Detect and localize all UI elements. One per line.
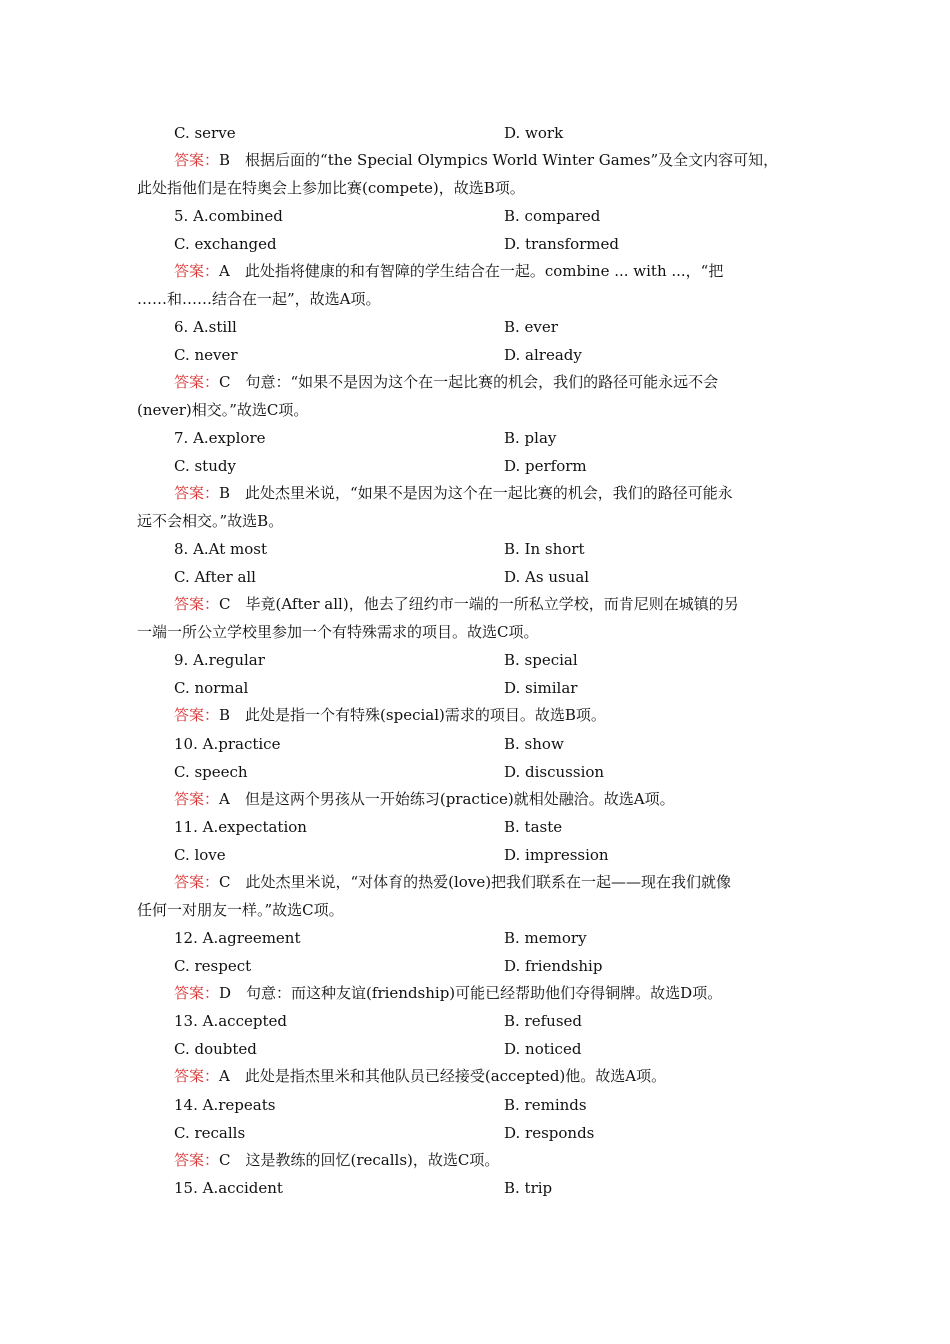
answer-label: 答案： bbox=[174, 1067, 220, 1085]
q8-option-b: B. In short bbox=[504, 540, 585, 558]
answer-label: 答案： bbox=[174, 262, 220, 280]
q7-option-b: B. play bbox=[504, 429, 557, 447]
q6-option-a: 6. A.still bbox=[174, 318, 237, 336]
q9-option-a: 9. A.regular bbox=[174, 651, 265, 669]
q5-option-a: 5. A.combined bbox=[174, 207, 283, 225]
q9-option-b: B. special bbox=[504, 651, 578, 669]
q6-option-d: D. already bbox=[504, 346, 582, 364]
q6-answer bbox=[174, 372, 718, 392]
q4-answer bbox=[174, 150, 778, 170]
q8-option-d: D. As usual bbox=[504, 568, 590, 586]
q5-answer bbox=[174, 261, 723, 281]
q9-answer bbox=[174, 705, 606, 725]
q5-option-d: D. transformed bbox=[504, 235, 619, 253]
q14-answer-text: C 这是教练的回忆(recalls)，故选C项。 bbox=[219, 1151, 500, 1169]
q13-option-c: C. doubted bbox=[174, 1040, 257, 1058]
q10-option-a: 10. A.practice bbox=[174, 735, 281, 753]
q13-option-d: D. noticed bbox=[504, 1040, 582, 1058]
q10-answer-text: A 但是这两个男孩从一开始练习(practice)就相处融洽。故选A项。 bbox=[219, 790, 675, 808]
answer-label: 答案： bbox=[174, 706, 220, 724]
answer-label: 答案： bbox=[174, 873, 220, 891]
q11-answer-text: C 此处杰里米说，“对体育的热爱(love)把我们联系在一起——现在我们就像 bbox=[219, 873, 732, 891]
q5-option-b: B. compared bbox=[504, 207, 601, 225]
q5-answer-continued: ……和……结合在一起”，故选A项。 bbox=[137, 290, 381, 308]
q4-option-d: D. work bbox=[504, 124, 564, 142]
q5-option-c: C. exchanged bbox=[174, 235, 277, 253]
answer-label: 答案： bbox=[174, 984, 220, 1002]
q12-option-d: D. friendship bbox=[504, 957, 603, 975]
q11-option-c: C. love bbox=[174, 846, 226, 864]
q14-option-c: C. recalls bbox=[174, 1124, 246, 1142]
answer-label: 答案： bbox=[174, 373, 220, 391]
q10-option-d: D. discussion bbox=[504, 763, 605, 781]
q8-answer bbox=[174, 594, 739, 614]
q9-option-d: D. similar bbox=[504, 679, 578, 697]
answer-label: 答案： bbox=[174, 151, 220, 169]
answer-label: 答案： bbox=[174, 595, 220, 613]
answer-label: 答案： bbox=[174, 1151, 220, 1169]
q12-option-a: 12. A.agreement bbox=[174, 929, 301, 947]
q6-answer-continued: (never)相交。”故选C项。 bbox=[137, 401, 309, 419]
q13-answer-text: A 此处是指杰里米和其他队员已经接受(accepted)他。故选A项。 bbox=[219, 1067, 667, 1085]
q7-option-a: 7. A.explore bbox=[174, 429, 266, 447]
q11-option-a: 11. A.expectation bbox=[174, 818, 307, 836]
q12-answer-text: D 句意：而这种友谊(friendship)可能已经帮助他们夺得铜牌。故选D项。 bbox=[219, 984, 723, 1002]
q9-option-c: C. normal bbox=[174, 679, 249, 697]
q7-option-d: D. perform bbox=[504, 457, 587, 475]
q13-answer bbox=[174, 1066, 666, 1086]
q9-answer-text: B 此处是指一个有特殊(special)需求的项目。故选B项。 bbox=[219, 706, 606, 724]
answer-label: 答案： bbox=[174, 484, 220, 502]
q4-answer-continued: 此处指他们是在特奥会上参加比赛(compete)，故选B项。 bbox=[137, 179, 525, 197]
q7-option-c: C. study bbox=[174, 457, 236, 475]
q15-option-b: B. trip bbox=[504, 1179, 553, 1197]
q8-option-a: 8. A.At most bbox=[174, 540, 268, 558]
q4-option-c: C. serve bbox=[174, 124, 236, 142]
q7-answer-text: B 此处杰里米说，“如果不是因为这个在一起比赛的机会，我们的路径可能永 bbox=[219, 484, 733, 502]
q11-option-b: B. taste bbox=[504, 818, 563, 836]
q7-answer bbox=[174, 483, 733, 503]
q8-answer-continued: 一端一所公立学校里参加一个有特殊需求的项目。故选C项。 bbox=[137, 623, 539, 641]
answer-label: 答案： bbox=[174, 790, 220, 808]
q13-option-a: 13. A.accepted bbox=[174, 1012, 287, 1030]
q13-option-b: B. refused bbox=[504, 1012, 582, 1030]
q11-option-d: D. impression bbox=[504, 846, 609, 864]
q10-option-c: C. speech bbox=[174, 763, 248, 781]
q12-answer bbox=[174, 983, 722, 1003]
q8-option-c: C. After all bbox=[174, 568, 256, 586]
q5-answer-text: A 此处指将健康的和有智障的学生结合在一起。combine ... with ...，“把 bbox=[219, 262, 724, 280]
q14-answer bbox=[174, 1150, 499, 1170]
q11-answer-continued: 任何一对朋友一样。”故选C项。 bbox=[137, 901, 344, 919]
q4-answer-text: B 根据后面的“the Special Olympics World Winter Games”及全文内容可知， bbox=[219, 151, 779, 169]
q15-option-a: 15. A.accident bbox=[174, 1179, 283, 1197]
q6-option-b: B. ever bbox=[504, 318, 558, 336]
q14-option-d: D. responds bbox=[504, 1124, 595, 1142]
q10-option-b: B. show bbox=[504, 735, 564, 753]
q14-option-a: 14. A.repeats bbox=[174, 1096, 276, 1114]
q14-option-b: B. reminds bbox=[504, 1096, 587, 1114]
q12-option-c: C. respect bbox=[174, 957, 252, 975]
q12-option-b: B. memory bbox=[504, 929, 587, 947]
q8-answer-text: C 毕竟(After all)，他去了纽约市一端的一所私立学校，而肯尼则在城镇的另 bbox=[219, 595, 739, 613]
q10-answer bbox=[174, 789, 675, 809]
q6-answer-text: C 句意：“如果不是因为这个在一起比赛的机会，我们的路径可能永远不会 bbox=[219, 373, 719, 391]
q6-option-c: C. never bbox=[174, 346, 238, 364]
q7-answer-continued: 远不会相交。”故选B。 bbox=[137, 512, 284, 530]
q11-answer bbox=[174, 872, 731, 892]
